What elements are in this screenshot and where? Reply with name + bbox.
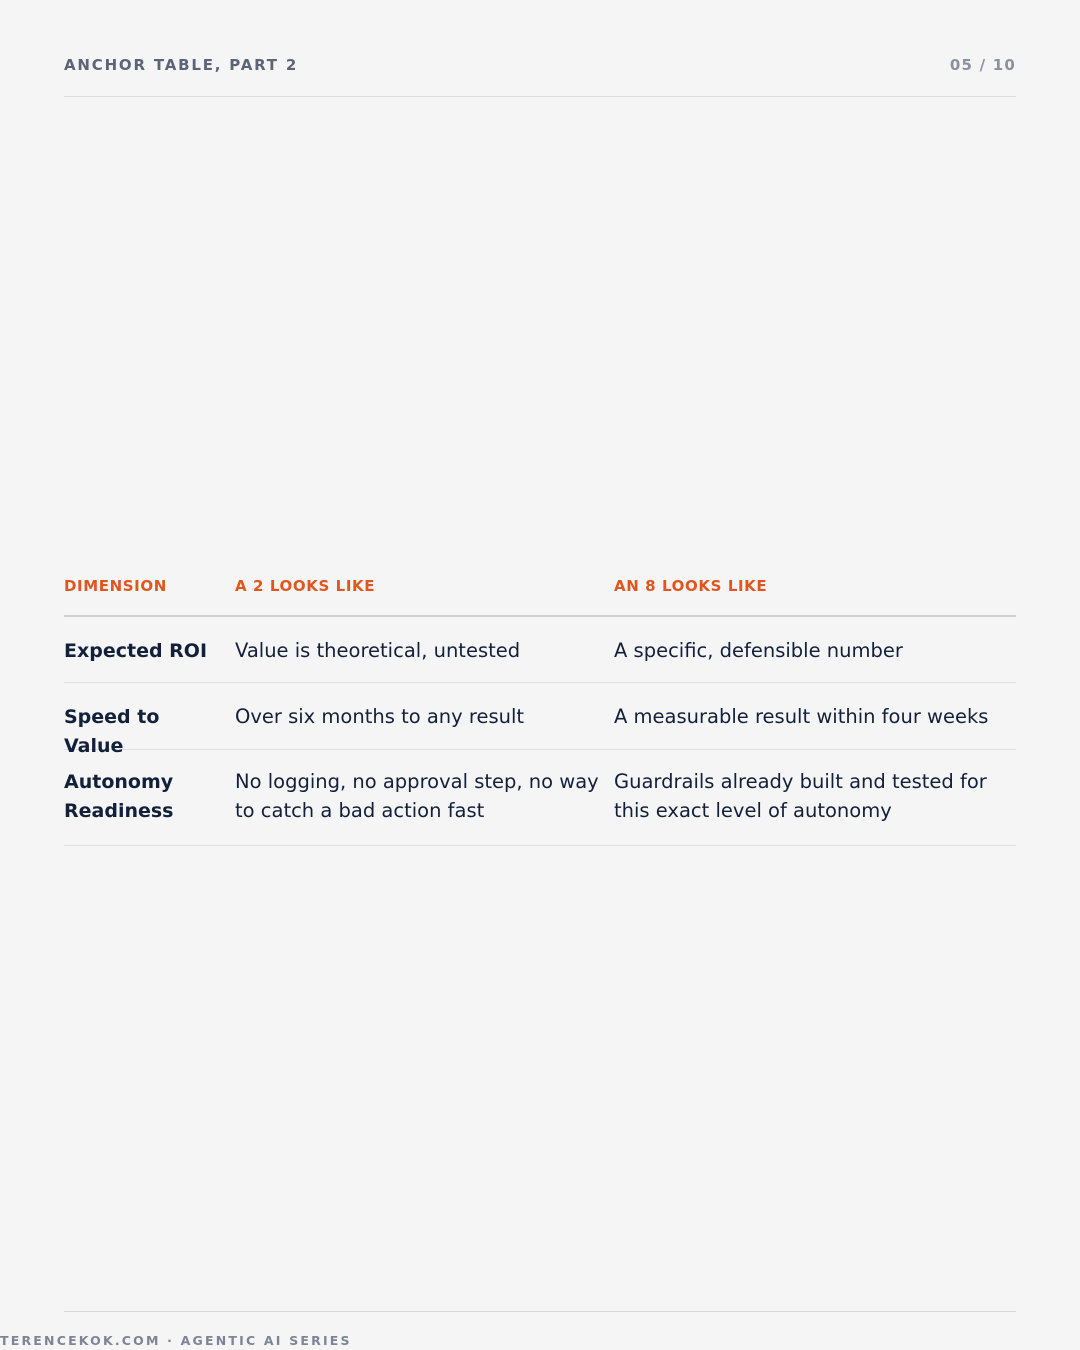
column-header-score-2: A 2 LOOKS LIKE xyxy=(235,577,376,595)
table-row xyxy=(64,683,1016,757)
row-score-8-description: A specific, defensible number xyxy=(614,639,903,662)
slide-title: ANCHOR TABLE, PART 2 xyxy=(64,56,299,74)
row-score-8-description: A measurable result within four weeks xyxy=(614,705,989,728)
row-dimension: Autonomy Readiness xyxy=(64,771,174,822)
column-header-score-8: AN 8 LOOKS LIKE xyxy=(614,577,768,595)
page-counter: 05 / 10 xyxy=(949,56,1016,74)
table-row xyxy=(64,617,1016,683)
row-dimension: Speed to Value xyxy=(64,706,160,757)
anchor-table xyxy=(64,574,1016,846)
table-row xyxy=(64,750,1016,846)
row-score-2-description: No logging, no approval step, no way to catch a bad action fast xyxy=(235,770,599,822)
slide-header xyxy=(64,56,1016,97)
row-score-2-description: Over six months to any result xyxy=(235,705,525,728)
footer-credit: TERENCEKOK.COM · AGENTIC AI SERIES xyxy=(0,1333,352,1348)
table-header-row xyxy=(64,574,1016,617)
row-score-8-description: Guardrails already built and tested for this exact level of autonomy xyxy=(614,770,987,822)
row-score-2-description: Value is theoretical, untested xyxy=(235,639,521,662)
footer-divider xyxy=(64,1311,1016,1312)
row-dimension: Expected ROI xyxy=(64,640,208,662)
column-header-dimension: DIMENSION xyxy=(64,577,167,595)
